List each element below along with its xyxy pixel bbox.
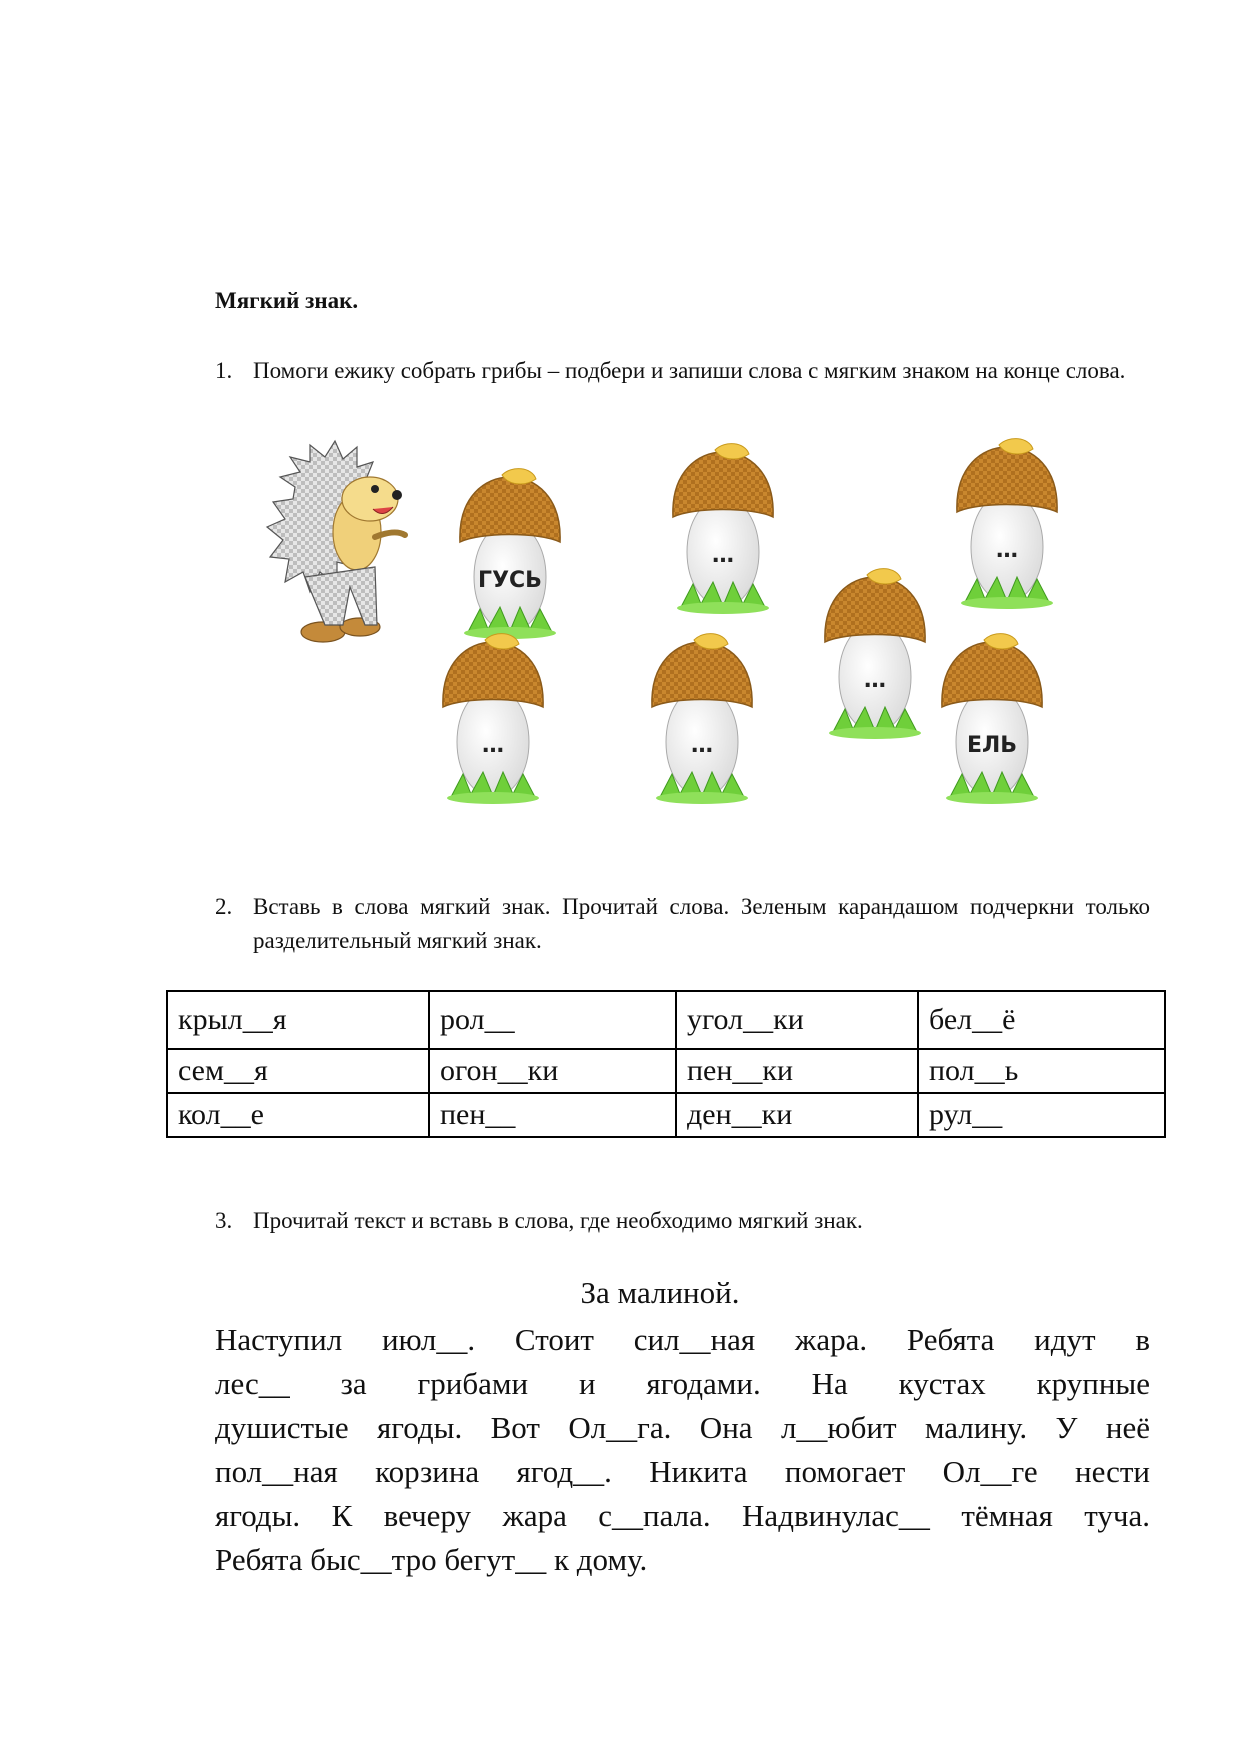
- mushroom-1: [460, 469, 560, 639]
- table-cell[interactable]: пен__ки: [676, 1049, 918, 1093]
- mushroom-label-2: …: [712, 543, 734, 568]
- mushroom-label-1: ГУСЬ: [478, 568, 542, 593]
- story-text: [215, 1318, 1150, 1582]
- mushroom-7: [942, 634, 1042, 804]
- mushroom-label-5: …: [482, 733, 504, 758]
- story-line: Ребята быс__тро бегут__ к дому.: [215, 1542, 648, 1577]
- mushroom-5: [443, 634, 543, 804]
- mushroom-2: [673, 444, 773, 614]
- table-cell[interactable]: огон__ки: [429, 1049, 676, 1093]
- mushroom-label-6: …: [691, 733, 713, 758]
- story-line: ягоды. К вечеру жара с__пала. Надвинулас__ тёмная туча.: [215, 1498, 1150, 1533]
- task-3-number: 3.: [215, 1208, 233, 1233]
- mushroom-6: [652, 634, 752, 804]
- task-3-text: Прочитай текст и вставь в слова, где необходимо мягкий знак.: [253, 1208, 863, 1233]
- story-line: Наступил июл__. Стоит сил__ная жара. Ребята идут в: [215, 1322, 1150, 1357]
- table-row: [167, 1093, 1165, 1137]
- table-cell[interactable]: кол__е: [167, 1093, 429, 1137]
- task-2-number: 2.: [215, 894, 233, 919]
- table-cell[interactable]: сем__я: [167, 1049, 429, 1093]
- table-cell[interactable]: бел__ё: [918, 991, 1165, 1049]
- task-1-text: Помоги ежику собрать грибы – подбери и запиши слова с мягким знаком на конце слова.: [253, 358, 1126, 383]
- story-title: За малиной.: [580, 1275, 740, 1310]
- table-cell[interactable]: угол__ки: [676, 991, 918, 1049]
- mushroom-label-4: …: [864, 668, 886, 693]
- story-line: душистые ягоды. Вот Ол__га. Она л__юбит малину. У неё: [215, 1410, 1150, 1445]
- table-cell[interactable]: рол__: [429, 991, 676, 1049]
- hedgehog-icon: [267, 441, 405, 642]
- story-line: пол__ная корзина ягод__. Никита помогает Ол__ге нести: [215, 1454, 1150, 1489]
- table-row: [167, 1049, 1165, 1093]
- mushroom-label-3: …: [996, 538, 1018, 563]
- table-cell[interactable]: пол__ь: [918, 1049, 1165, 1093]
- task-3: [215, 1204, 1150, 1238]
- story-line: лес__ за грибами и ягодами. На кустах крупные: [215, 1366, 1150, 1401]
- task-1-number: 1.: [215, 358, 233, 383]
- page-title: Мягкий знак.: [215, 288, 359, 313]
- table-cell[interactable]: рул__: [918, 1093, 1165, 1137]
- task-2: [215, 890, 1150, 958]
- task-2-text: Вставь в слова мягкий знак. Прочитай слова. Зеленым карандашом подчеркни только разделительный мягкий знак.: [253, 894, 1150, 953]
- table-row: [167, 991, 1165, 1049]
- mushroom-3: [957, 439, 1057, 609]
- hedgehog-mushrooms-illustration: [265, 437, 1085, 822]
- table-cell[interactable]: ден__ки: [676, 1093, 918, 1137]
- mushroom-4: [825, 569, 925, 739]
- table-cell[interactable]: крыл__я: [167, 991, 429, 1049]
- words-table: [166, 990, 1166, 1138]
- mushroom-label-7: ЕЛЬ: [966, 733, 1018, 758]
- table-cell[interactable]: пен__: [429, 1093, 676, 1137]
- task-1: [215, 354, 1150, 388]
